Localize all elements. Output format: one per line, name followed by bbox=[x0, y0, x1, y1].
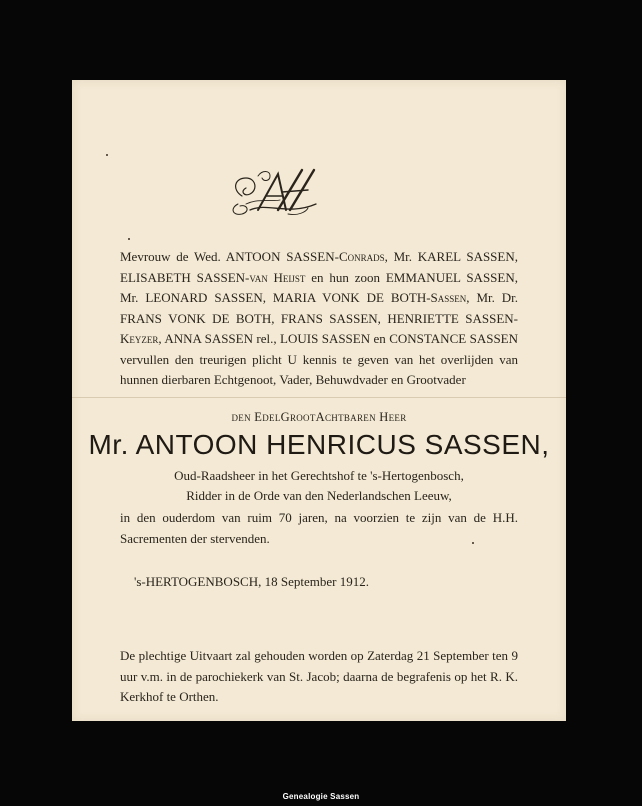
text-segment: en hun zoon EMMANUEL SASSEN, Mr. LEONARD SASSEN, MARIA VONK DE BOTH- bbox=[120, 269, 518, 305]
text-segment: Mevrouw de Wed. ANTOON SASSEN- bbox=[120, 249, 339, 264]
paper-fold-line bbox=[72, 397, 566, 398]
paper-speck bbox=[106, 154, 108, 156]
deceased-name: Mr. ANTOON HENRICUS SASSEN, bbox=[88, 429, 550, 460]
small-caps-name-segment: Keyzer bbox=[120, 331, 159, 346]
small-caps-name-segment: van Heijst bbox=[249, 269, 306, 285]
footer-credit: Genealogie Sassen bbox=[282, 792, 360, 801]
age-sacraments-paragraph: in den ouderdom van ruim 70 jaren, na voorzien te zijn van de H.H. Sacrementen der stervenden. bbox=[120, 510, 518, 546]
text-segment: , Mr. KAREL SASSEN, ELISABETH SASSEN- bbox=[120, 249, 518, 285]
honorific-line: den EdelGrootAchtbaren Heer bbox=[231, 410, 407, 424]
place-and-date: 's-HERTOGENBOSCH, 18 September 1912. bbox=[134, 574, 369, 589]
funeral-paragraph: De plechtige Uitvaart zal gehouden worden op Zaterdag 21 September ten 9 uur v.m. in de parochiekerk van St. Jacob; daarna de begrafenis op het R. K. Kerkhof te Orthen. bbox=[120, 648, 518, 704]
title-line-judge: Oud-Raadsheer in het Gerechtshof te 's-Hertogenbosch, bbox=[174, 468, 464, 483]
monogram-ornament bbox=[228, 166, 320, 218]
small-caps-name-segment: Sassen bbox=[430, 290, 467, 305]
text-segment: , ANNA SASSEN rel., LOUIS SASSEN en CONSTANCE SASSEN vervullen den treurigen plicht U kennis te geven van het overlijden van hunnen dierbaren Echtgenoot, Vader, Behuwdvader en Grootvader bbox=[120, 331, 518, 387]
small-caps-name-segment: Conrads bbox=[338, 249, 385, 264]
mourning-card bbox=[72, 80, 566, 721]
text-segment: , Mr. Dr. FRANS VONK DE BOTH, FRANS SASSEN, HENRIETTE SASSEN- bbox=[120, 290, 519, 326]
title-line-order: Ridder in de Orde van den Nederlandschen Leeuw, bbox=[186, 488, 452, 503]
announcement-paragraph bbox=[120, 247, 518, 391]
paper-speck bbox=[128, 238, 130, 240]
